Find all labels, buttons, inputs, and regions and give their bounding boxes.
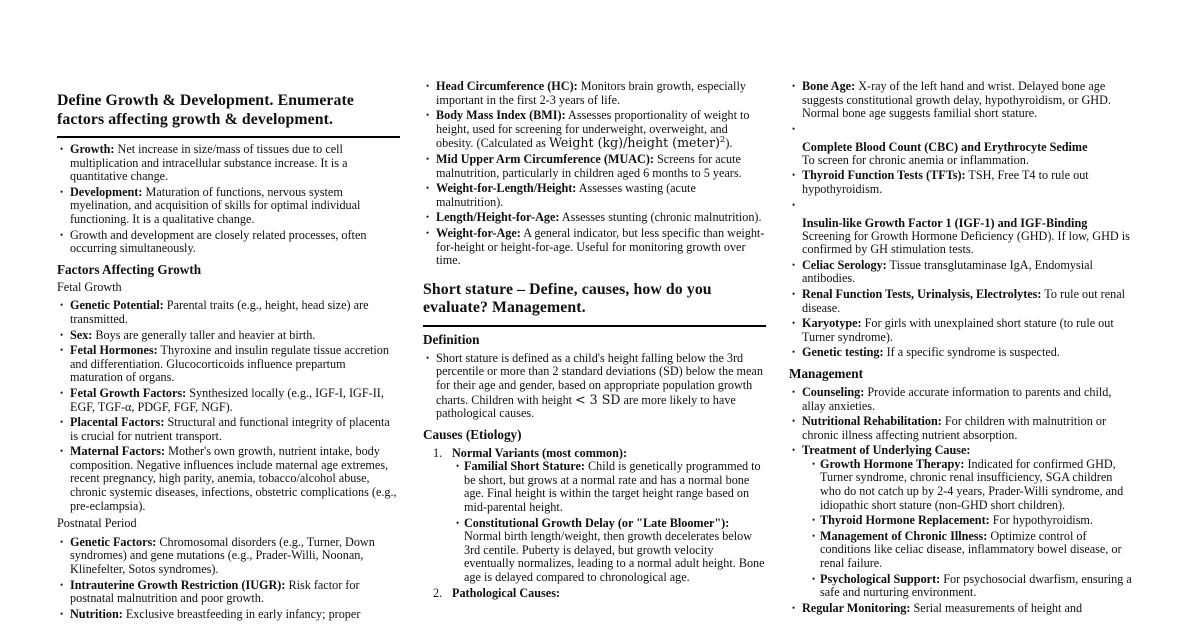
item-text: [802, 168, 1089, 196]
term: Renal Function Tests, Urinalysis, Electrolytes:: [802, 286, 1042, 301]
term: Head Circumference (HC):: [436, 79, 578, 93]
definition-run: Parental traits (e.g., height, head size) are transmitted.: [70, 298, 369, 326]
empty-line: [802, 199, 1132, 212]
definition-run: Assesses stunting (chronic malnutrition).: [559, 210, 762, 225]
bullet-icon: •: [812, 458, 816, 469]
definition-run: Normal birth length/weight, then growth decelerates below 3rd centile. Puberty is delayed, but growth velocity eventually normalizes, leading to a normal adult height. Bone age is delayed compared to chronological age.: [464, 529, 765, 585]
list-item: [423, 352, 766, 421]
subsection-label: Postnatal Period: [57, 516, 137, 531]
bullet-icon: •: [792, 318, 796, 329]
item-text: [70, 607, 360, 621]
item-text: [436, 351, 763, 420]
term: Constitutional Growth Delay (or "Late Bloomer"):: [464, 515, 730, 530]
bullet-list: [789, 386, 1132, 616]
term: Body Mass Index (BMI):: [436, 108, 566, 123]
definition-run: Monitors brain growth, especially important in the first 2-3 years of life.: [436, 79, 746, 107]
item-text: [802, 316, 1114, 344]
definition-run: To screen for chronic anemia or inflammation.: [802, 152, 1029, 167]
item-text: [70, 142, 348, 183]
term: Pathological Causes:: [452, 585, 560, 600]
term: Sex:: [70, 327, 93, 342]
definition-run: Screening for Growth Hormone Deficiency (GHD). If low, GHD is confirmed by GH stimulation tests.: [802, 228, 1130, 257]
definition-run: Exclusive breastfeeding in early infancy; proper: [122, 606, 361, 621]
term: Counseling:: [802, 384, 865, 399]
bullet-icon: •: [60, 608, 64, 619]
list-item: [57, 387, 400, 414]
list-item: [789, 415, 1132, 442]
list-item: [423, 153, 766, 180]
term: Development:: [70, 184, 143, 199]
definition-run: Growth and development are closely related processes, often occurring simultaneously.: [70, 227, 367, 256]
list-item: [57, 186, 400, 227]
definition-run-after: are more likely to have pathological causes.: [436, 392, 736, 421]
subsection-label: Fetal Growth: [57, 279, 122, 294]
definition-run: Structural and functional integrity of placenta is crucial for nutrient transport.: [70, 415, 390, 443]
list-item: [57, 536, 400, 577]
definition-run: For children with malnutrition or chronic illness affecting nutrient absorption.: [802, 414, 1106, 442]
definition-run: Screens for acute malnutrition, particularly in children aged 6 months to 5 years.: [436, 151, 742, 180]
bullet-icon: •: [60, 345, 64, 356]
definition-run: Mother's own growth, nutrient intake, body composition. Negative influences include maternal age extremes, recent pregnancy, high parity, anemia, tobacco/alcohol abuse, chronic systemic diseases, infections, obstetric complications (e.g., pre-eclampsia).: [70, 444, 397, 513]
term: Genetic Potential:: [70, 298, 164, 313]
bullet-icon: •: [792, 347, 796, 358]
list-item: [57, 579, 400, 606]
item-text: [802, 385, 1111, 413]
list-item: [57, 344, 400, 385]
definition-run: Risk factor for postnatal malnutrition and poor growth.: [70, 577, 360, 606]
heading-rule: [57, 136, 400, 138]
definition-run-after: ).: [725, 136, 733, 151]
list-item: [789, 444, 1132, 600]
term: Complete Blood Count (CBC) and Erythrocyte Sedime: [802, 139, 1088, 154]
item-text: [802, 287, 1125, 315]
list-item: [423, 109, 766, 151]
bullet-icon: •: [792, 602, 796, 613]
term: Nutrition:: [70, 606, 123, 621]
right-column: [789, 79, 1132, 623]
item-text: [436, 108, 749, 150]
definition-run: Provide accurate information to parents and child, allay anxieties.: [802, 384, 1112, 413]
bullet-icon: •: [812, 573, 816, 584]
bullet-icon: •: [792, 445, 796, 456]
bullet-icon: •: [60, 446, 64, 457]
question-heading: Short stature – Define, causes, how do you evaluate? Management.: [423, 280, 712, 317]
bullet-icon: •: [456, 517, 460, 528]
list-item: [452, 460, 766, 514]
term: Thyroid Hormone Replacement:: [820, 513, 990, 528]
term: Bone Age:: [802, 79, 856, 93]
item-text: [820, 572, 1132, 600]
item-text: [70, 535, 375, 576]
bullet-list: [423, 80, 766, 268]
bullet-icon: •: [792, 259, 796, 270]
bullet-icon: •: [60, 229, 64, 240]
term: Celiac Serology:: [802, 257, 887, 272]
definition-run: Assesses proportionality of weight to height, used for screening for underweight, overweight, and obesity. (Calculated as: [436, 108, 750, 151]
term: Familial Short Stature:: [464, 459, 585, 474]
bullet-icon: •: [812, 530, 816, 541]
term: Genetic Factors:: [70, 534, 157, 549]
bullet-icon: •: [792, 123, 796, 134]
item-text: [436, 226, 764, 267]
middle-column: [423, 79, 766, 623]
term: Fetal Hormones:: [70, 343, 158, 358]
item-text: [70, 415, 390, 443]
list-item: [57, 445, 400, 513]
definition-run: A general indicator, but less specific than weight-for-height or height-for-age. Useful for monitoring growth over time.: [436, 225, 765, 268]
list-number: 1.: [433, 445, 443, 460]
item-text: [802, 443, 970, 457]
section-heading: Management: [789, 365, 863, 381]
empty-line: [802, 123, 1132, 136]
item-text: [70, 328, 315, 342]
item-text: [70, 343, 389, 384]
definition-text: [802, 154, 1132, 168]
definition-run: To rule out renal disease.: [802, 286, 1126, 315]
heading-rule: [423, 325, 766, 327]
item-text: [464, 516, 765, 584]
math-expression: Weight (kg)/height (meter): [548, 135, 720, 151]
bullet-icon: •: [426, 227, 430, 238]
bullet-icon: •: [60, 300, 64, 311]
list-item: [423, 447, 766, 585]
numbered-list: [423, 447, 766, 601]
list-item: [57, 329, 400, 343]
bullet-icon: •: [426, 153, 430, 164]
list-item: [57, 299, 400, 326]
bullet-icon: •: [792, 416, 796, 427]
bullet-icon: •: [426, 212, 430, 223]
clipped-term: [802, 140, 1132, 154]
list-item: [57, 416, 400, 443]
definition-run: Boys are generally taller and heavier at birth.: [92, 327, 316, 342]
term: Nutritional Rehabilitation:: [802, 414, 942, 429]
list-item: [423, 227, 766, 268]
term: Karyotype:: [802, 316, 862, 331]
section-heading: Causes (Etiology): [423, 426, 522, 442]
bullet-list: [789, 80, 1132, 360]
clipped-term: [802, 216, 1132, 230]
list-item: [452, 517, 766, 585]
bullet-icon: •: [456, 461, 460, 472]
bullet-list: [452, 460, 766, 584]
term: Genetic testing:: [802, 345, 884, 360]
section-heading: Definition: [423, 331, 480, 347]
term: Length/Height-for-Age:: [436, 210, 560, 225]
list-item: [789, 169, 1132, 196]
math-expression: < 3 SD: [575, 391, 621, 407]
item-text: [802, 414, 1106, 442]
left-column: [57, 79, 400, 623]
list-item: [423, 587, 766, 601]
list-item: [57, 608, 400, 622]
term: Regular Monitoring:: [802, 600, 911, 615]
list-item: [789, 317, 1132, 344]
item-text: [820, 529, 1122, 570]
bullet-icon: •: [792, 199, 796, 210]
term: Normal Variants (most common):: [452, 445, 628, 460]
bullet-icon: •: [426, 81, 430, 91]
list-item: [423, 80, 766, 107]
list-item: [789, 602, 1132, 616]
bullet-list: [808, 458, 1132, 600]
term: Placental Factors:: [70, 415, 165, 430]
list-item: [423, 182, 766, 209]
list-item: [789, 346, 1132, 360]
item-text: [802, 345, 1060, 359]
question-heading: Define Growth & Development. Enumerate factors affecting growth & development.: [57, 92, 355, 128]
item-text: [802, 601, 1082, 615]
definition-run: Indicated for confirmed GHD, Turner syndrome, chronic renal insufficiency, SGA children who do not catch up by 2-4 years, Prader-Willi syndrome, and idiopathic short stature (non-GHD short children).: [820, 456, 1124, 512]
bullet-icon: •: [60, 186, 64, 197]
item-text: [70, 386, 384, 414]
term: Maternal Factors:: [70, 444, 166, 459]
term: Management of Chronic Illness:: [820, 528, 988, 543]
term: Thyroid Function Tests (TFTs):: [802, 168, 966, 183]
bullet-icon: •: [426, 110, 430, 121]
definition-run: Optimize control of conditions like celiac disease, inflammatory bowel disease, or renal failure.: [820, 528, 1122, 571]
list-item: [808, 514, 1132, 528]
term: Psychological Support:: [820, 571, 941, 586]
item-text: [464, 459, 761, 514]
term: Mid Upper Arm Circumference (MUAC):: [436, 151, 654, 166]
definition-run: If a specific syndrome is suspected.: [883, 345, 1060, 360]
list-item: [423, 211, 766, 225]
bullet-icon: •: [60, 387, 64, 398]
bullet-icon: •: [426, 183, 430, 194]
definition-run: TSH, Free T4 to rule out hypothyroidism.: [802, 168, 1089, 196]
definition-run: Synthesized locally (e.g., IGF-I, IGF-II, EGF, TGF-α, PDGF, FGF, NGF).: [70, 385, 384, 414]
item-text: [70, 298, 368, 326]
definition-run: For girls with unexplained short stature (to rule out Turner syndrome).: [802, 316, 1114, 344]
list-item: [57, 229, 400, 256]
list-number: 2.: [433, 585, 443, 600]
definition-run: Assesses wasting (acute malnutrition).: [436, 181, 696, 209]
bullet-icon: •: [792, 288, 796, 299]
term: Growth Hormone Therapy:: [820, 456, 965, 471]
bullet-icon: •: [60, 536, 64, 547]
list-item: [789, 80, 1132, 121]
term: Fetal Growth Factors:: [70, 385, 187, 400]
bullet-list: [57, 299, 400, 513]
list-item: [789, 123, 1132, 168]
definition-run: Tissue transglutaminase IgA, Endomysial antibodies.: [802, 257, 1093, 286]
term: Treatment of Underlying Cause:: [802, 443, 971, 458]
definition-text: [802, 230, 1132, 257]
item-text: [70, 228, 366, 256]
item-text: [436, 181, 696, 209]
item-text: [436, 152, 742, 180]
item-text: [452, 586, 560, 600]
definition-run: Net increase in size/mass of tissues due to cell multiplication and intracellular substance increase. It is a quantitative change.: [70, 142, 348, 184]
definition-run: For psychosocial dwarfism, ensuring a safe and nurturing environment.: [820, 571, 1132, 600]
bullet-icon: •: [792, 386, 796, 397]
item-text: [436, 210, 762, 224]
term: Growth:: [70, 142, 115, 156]
bullet-list: [423, 352, 766, 421]
superscript: 2: [719, 135, 726, 146]
item-text: [70, 578, 360, 606]
bullet-icon: •: [60, 417, 64, 428]
term: Weight-for-Length/Height:: [436, 181, 577, 196]
list-item: [808, 530, 1132, 571]
list-item: [789, 288, 1132, 315]
item-text: [436, 79, 746, 107]
item-text: [820, 457, 1123, 512]
term: Insulin-like Growth Factor 1 (IGF-1) and IGF-Binding: [802, 215, 1088, 230]
list-item: [789, 259, 1132, 286]
item-text: [452, 446, 627, 460]
list-item: [789, 199, 1132, 257]
list-item: [789, 386, 1132, 413]
list-item: [57, 143, 400, 184]
bullet-icon: •: [812, 515, 816, 526]
bullet-icon: •: [60, 144, 64, 154]
definition-run: Short stature is defined as a child's height falling below the 3rd percentile or more than 2 standard deviations (SD) below the mean for their age and gender, based on appropriate population growth charts. Children with height: [436, 350, 763, 407]
item-text: [802, 258, 1093, 286]
definition-run: Serial measurements of height and: [910, 600, 1083, 615]
bullet-list: [57, 143, 400, 256]
term: Intrauterine Growth Restriction (IUGR):: [70, 577, 286, 592]
definition-run: Thyroxine and insulin regulate tissue accretion and differentiation. Glucocorticoids influence prepartum maturation of organs.: [70, 343, 389, 385]
bullet-list: [57, 536, 400, 622]
definition-run: For hypothyroidism.: [989, 513, 1093, 528]
definition-run: Maturation of functions, nervous system myelination, and acquisition of skills for optimal individual functioning. It is a qualitative change.: [70, 184, 361, 226]
definition-run: Chromosomal disorders (e.g., Turner, Down syndromes) and gene mutations (e.g., Prader-Willi, Noonan, Klinefelter, Sotos syndromes).: [70, 534, 375, 577]
list-item: [808, 458, 1132, 512]
term: Weight-for-Age:: [436, 225, 521, 240]
bullet-icon: •: [60, 329, 64, 340]
definition-run: Child is genetically programmed to be short, but grows at a normal rate and has a normal bone age. Final height is within the target height range based on mid-parental height.: [464, 459, 761, 515]
bullet-icon: •: [60, 579, 64, 590]
item-text: [70, 185, 360, 226]
bullet-icon: •: [426, 352, 430, 363]
item-text: [820, 513, 1093, 527]
list-item: [808, 573, 1132, 600]
bullet-icon: •: [792, 81, 796, 91]
bullet-icon: •: [792, 170, 796, 181]
definition-run: X-ray of the left hand and wrist. Delayed bone age suggests constitutional growth delay, hypothyroidism, or GHD. Normal bone age suggests familial short stature.: [802, 79, 1111, 121]
item-text: [70, 444, 397, 512]
item-text: [802, 79, 1111, 120]
section-heading: Factors Affecting Growth: [57, 261, 202, 277]
